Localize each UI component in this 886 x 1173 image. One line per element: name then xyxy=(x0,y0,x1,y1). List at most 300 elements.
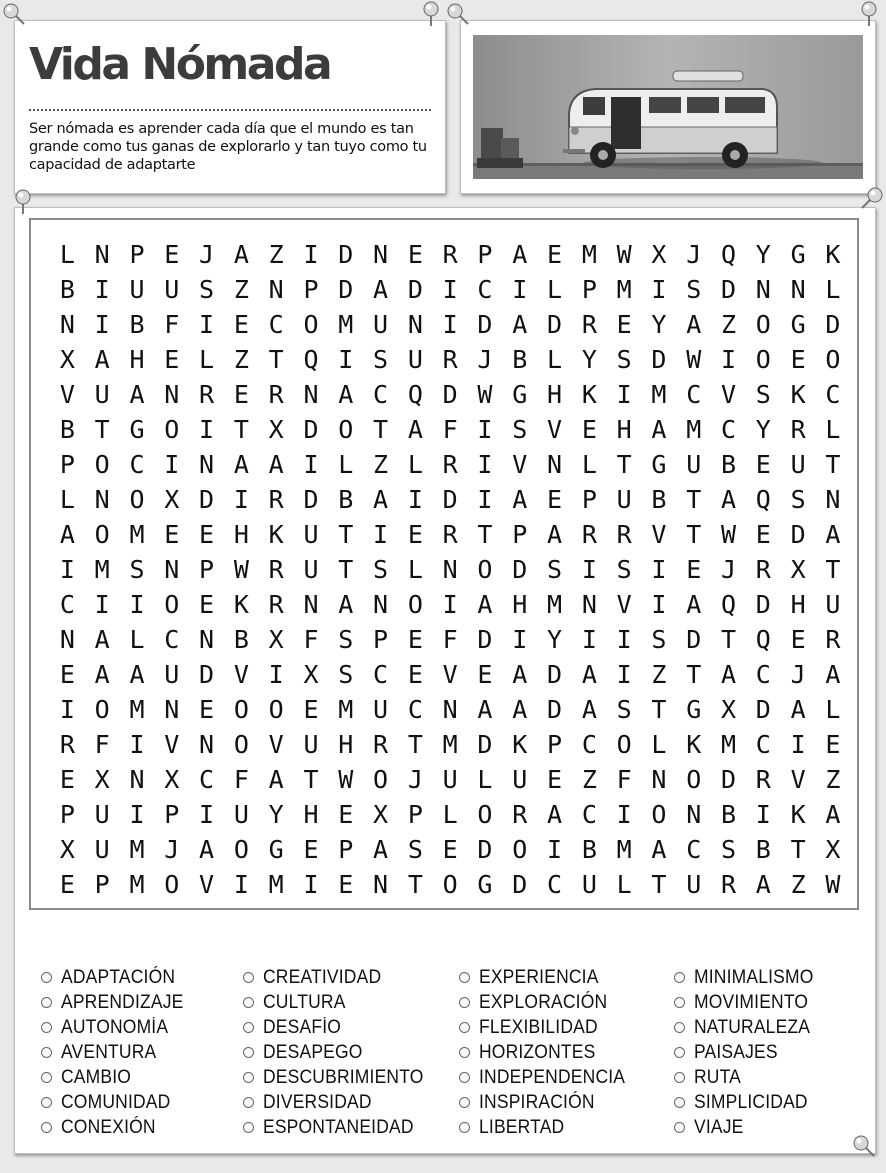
grid-letter[interactable]: L xyxy=(407,555,423,584)
grid-letter[interactable]: D xyxy=(547,695,563,724)
grid-letter[interactable]: M xyxy=(721,730,737,759)
grid-letter[interactable]: L xyxy=(199,345,215,374)
grid-letter[interactable]: N xyxy=(581,590,597,619)
grid-letter[interactable]: U xyxy=(303,730,319,759)
grid-letter[interactable]: C xyxy=(164,625,180,654)
grid-letter[interactable]: O xyxy=(94,520,110,549)
grid-letter[interactable]: T xyxy=(721,625,737,654)
grid-letter[interactable]: B xyxy=(512,345,528,374)
grid-letter[interactable]: B xyxy=(59,415,75,444)
grid-letter[interactable]: B xyxy=(651,485,667,514)
grid-letter[interactable]: W xyxy=(825,870,841,899)
grid-letter[interactable]: S xyxy=(721,835,737,864)
grid-letter[interactable]: I xyxy=(581,555,597,584)
grid-letter[interactable]: Q xyxy=(721,590,737,619)
grid-letter[interactable]: F xyxy=(233,765,249,794)
checkbox-circle-icon[interactable] xyxy=(243,1047,254,1058)
word-list-item[interactable] xyxy=(243,990,438,1015)
grid-letter[interactable]: O xyxy=(268,695,284,724)
grid-letter[interactable]: E xyxy=(59,870,75,899)
word-list-item[interactable] xyxy=(41,990,194,1015)
grid-letter[interactable]: D xyxy=(477,730,493,759)
grid-letter[interactable]: H xyxy=(547,380,563,409)
checkbox-circle-icon[interactable] xyxy=(459,1122,470,1133)
grid-letter[interactable]: D xyxy=(651,345,667,374)
grid-letter[interactable]: X xyxy=(59,835,75,864)
grid-letter[interactable]: A xyxy=(581,660,597,689)
grid-letter[interactable]: K xyxy=(825,240,841,269)
word-list-item[interactable] xyxy=(41,1065,194,1090)
grid-letter[interactable]: V xyxy=(651,520,667,549)
grid-letter[interactable]: A xyxy=(129,380,145,409)
grid-letter[interactable]: O xyxy=(94,695,110,724)
grid-letter[interactable]: J xyxy=(790,660,806,689)
checkbox-circle-icon[interactable] xyxy=(674,997,685,1008)
grid-letter[interactable]: E xyxy=(547,485,563,514)
grid-letter[interactable]: X xyxy=(790,555,806,584)
grid-letter[interactable]: S xyxy=(651,625,667,654)
grid-letter[interactable]: Y xyxy=(755,415,771,444)
grid-letter[interactable]: E xyxy=(199,520,215,549)
grid-letter[interactable]: C xyxy=(547,870,563,899)
grid-letter[interactable]: N xyxy=(686,800,702,829)
grid-letter[interactable]: H xyxy=(338,730,354,759)
grid-letter[interactable]: Z xyxy=(233,275,249,304)
grid-letter[interactable]: I xyxy=(616,660,632,689)
grid-letter[interactable]: B xyxy=(233,625,249,654)
grid-letter[interactable]: I xyxy=(164,450,180,479)
checkbox-circle-icon[interactable] xyxy=(674,1122,685,1133)
grid-letter[interactable]: I xyxy=(721,345,737,374)
grid-letter[interactable]: N xyxy=(825,485,841,514)
grid-letter[interactable]: V xyxy=(233,660,249,689)
grid-letter[interactable]: P xyxy=(477,240,493,269)
grid-letter[interactable]: D xyxy=(721,765,737,794)
grid-letter[interactable]: C xyxy=(373,660,389,689)
grid-letter[interactable]: U xyxy=(94,380,110,409)
grid-letter[interactable]: L xyxy=(338,450,354,479)
grid-letter[interactable]: D xyxy=(303,415,319,444)
grid-letter[interactable]: Y xyxy=(581,345,597,374)
grid-letter[interactable]: I xyxy=(581,625,597,654)
grid-letter[interactable]: H xyxy=(233,520,249,549)
grid-letter[interactable]: C xyxy=(755,660,771,689)
grid-letter[interactable]: I xyxy=(616,380,632,409)
grid-letter[interactable]: G xyxy=(477,870,493,899)
grid-letter[interactable]: A xyxy=(512,485,528,514)
grid-letter[interactable]: C xyxy=(581,730,597,759)
grid-letter[interactable]: D xyxy=(547,310,563,339)
checkbox-circle-icon[interactable] xyxy=(459,972,470,983)
grid-letter[interactable]: L xyxy=(651,730,667,759)
grid-letter[interactable]: F xyxy=(164,310,180,339)
grid-letter[interactable]: A xyxy=(94,345,110,374)
word-list-item[interactable] xyxy=(459,965,638,990)
grid-letter[interactable]: T xyxy=(373,415,389,444)
grid-letter[interactable]: I xyxy=(303,450,319,479)
checkbox-circle-icon[interactable] xyxy=(674,1097,685,1108)
grid-letter[interactable]: T xyxy=(233,415,249,444)
grid-letter[interactable]: A xyxy=(512,660,528,689)
grid-letter[interactable]: A xyxy=(338,380,354,409)
grid-letter[interactable]: A xyxy=(373,485,389,514)
grid-letter[interactable]: L xyxy=(825,695,841,724)
grid-letter[interactable]: U xyxy=(164,660,180,689)
grid-letter[interactable]: E xyxy=(755,450,771,479)
grid-letter[interactable]: R xyxy=(268,590,284,619)
grid-letter[interactable]: N xyxy=(199,450,215,479)
grid-letter[interactable]: M xyxy=(268,870,284,899)
word-list-item[interactable] xyxy=(41,1040,194,1065)
grid-letter[interactable]: I xyxy=(616,625,632,654)
grid-letter[interactable]: C xyxy=(129,450,145,479)
grid-letter[interactable]: T xyxy=(825,555,841,584)
word-list-item[interactable] xyxy=(243,965,438,990)
grid-letter[interactable]: A xyxy=(233,240,249,269)
grid-letter[interactable]: S xyxy=(547,555,563,584)
grid-letter[interactable]: M xyxy=(651,380,667,409)
grid-letter[interactable]: P xyxy=(94,870,110,899)
grid-letter[interactable]: S xyxy=(129,555,145,584)
grid-letter[interactable]: Y xyxy=(547,625,563,654)
checkbox-circle-icon[interactable] xyxy=(243,997,254,1008)
grid-letter[interactable]: D xyxy=(790,520,806,549)
grid-letter[interactable]: A xyxy=(547,520,563,549)
grid-letter[interactable]: I xyxy=(233,870,249,899)
grid-letter[interactable]: P xyxy=(164,800,180,829)
checkbox-circle-icon[interactable] xyxy=(41,1022,52,1033)
grid-letter[interactable]: S xyxy=(199,275,215,304)
grid-letter[interactable]: I xyxy=(59,695,75,724)
grid-letter[interactable]: K xyxy=(581,380,597,409)
grid-letter[interactable]: B xyxy=(129,310,145,339)
grid-letter[interactable]: A xyxy=(651,835,667,864)
grid-letter[interactable]: J xyxy=(199,240,215,269)
grid-letter[interactable]: N xyxy=(373,590,389,619)
grid-letter[interactable]: N xyxy=(59,310,75,339)
grid-letter[interactable]: D xyxy=(477,310,493,339)
grid-letter[interactable]: I xyxy=(442,590,458,619)
grid-letter[interactable]: C xyxy=(686,380,702,409)
grid-letter[interactable]: L xyxy=(477,765,493,794)
grid-letter[interactable]: E xyxy=(164,520,180,549)
grid-letter[interactable]: N xyxy=(164,380,180,409)
grid-letter[interactable]: E xyxy=(338,870,354,899)
grid-letter[interactable]: B xyxy=(721,450,737,479)
grid-letter[interactable]: E xyxy=(303,835,319,864)
grid-letter[interactable]: A xyxy=(825,660,841,689)
grid-letter[interactable]: K xyxy=(686,730,702,759)
grid-letter[interactable]: S xyxy=(338,660,354,689)
grid-letter[interactable]: E xyxy=(790,625,806,654)
grid-letter[interactable]: F xyxy=(616,765,632,794)
grid-letter[interactable]: A xyxy=(94,625,110,654)
grid-letter[interactable]: A xyxy=(373,835,389,864)
word-list-item[interactable] xyxy=(674,1115,824,1140)
grid-letter[interactable]: L xyxy=(825,415,841,444)
grid-letter[interactable]: N xyxy=(547,450,563,479)
grid-letter[interactable]: H xyxy=(303,800,319,829)
grid-letter[interactable]: D xyxy=(686,625,702,654)
grid-letter[interactable]: O xyxy=(477,555,493,584)
grid-letter[interactable]: W xyxy=(616,240,632,269)
grid-letter[interactable]: R xyxy=(616,520,632,549)
grid-letter[interactable]: N xyxy=(129,765,145,794)
word-list-item[interactable] xyxy=(41,1115,194,1140)
grid-letter[interactable]: J xyxy=(164,835,180,864)
grid-letter[interactable]: R xyxy=(581,310,597,339)
grid-letter[interactable]: C xyxy=(407,695,423,724)
grid-letter[interactable]: D xyxy=(512,870,528,899)
grid-letter[interactable]: W xyxy=(721,520,737,549)
grid-letter[interactable]: P xyxy=(373,625,389,654)
grid-letter[interactable]: I xyxy=(94,310,110,339)
word-list-item[interactable] xyxy=(459,1090,638,1115)
word-list-item[interactable] xyxy=(243,1015,438,1040)
grid-letter[interactable]: E xyxy=(407,520,423,549)
grid-letter[interactable]: R xyxy=(442,520,458,549)
grid-letter[interactable]: R xyxy=(755,555,771,584)
checkbox-circle-icon[interactable] xyxy=(243,1097,254,1108)
grid-letter[interactable]: G xyxy=(651,450,667,479)
grid-letter[interactable]: V xyxy=(59,380,75,409)
grid-letter[interactable]: B xyxy=(581,835,597,864)
grid-letter[interactable]: Z xyxy=(721,310,737,339)
grid-letter[interactable]: D xyxy=(755,590,771,619)
grid-letter[interactable]: I xyxy=(477,485,493,514)
grid-letter[interactable]: I xyxy=(199,800,215,829)
grid-letter[interactable]: T xyxy=(94,415,110,444)
grid-letter[interactable]: O xyxy=(477,800,493,829)
grid-letter[interactable]: Z xyxy=(581,765,597,794)
grid-letter[interactable]: D xyxy=(825,310,841,339)
grid-letter[interactable]: S xyxy=(616,695,632,724)
grid-letter[interactable]: E xyxy=(338,800,354,829)
grid-letter[interactable]: S xyxy=(616,345,632,374)
checkbox-circle-icon[interactable] xyxy=(674,1072,685,1083)
grid-letter[interactable]: T xyxy=(651,695,667,724)
checkbox-circle-icon[interactable] xyxy=(41,997,52,1008)
grid-letter[interactable]: P xyxy=(303,275,319,304)
grid-letter[interactable]: N xyxy=(373,870,389,899)
grid-letter[interactable]: M xyxy=(338,695,354,724)
grid-letter[interactable]: M xyxy=(129,870,145,899)
grid-letter[interactable]: Q xyxy=(407,380,423,409)
checkbox-circle-icon[interactable] xyxy=(243,1022,254,1033)
grid-letter[interactable]: R xyxy=(59,730,75,759)
grid-letter[interactable]: P xyxy=(129,240,145,269)
grid-letter[interactable]: L xyxy=(59,485,75,514)
grid-letter[interactable]: E xyxy=(407,660,423,689)
grid-letter[interactable]: U xyxy=(373,695,389,724)
grid-letter[interactable]: Y xyxy=(651,310,667,339)
word-list-item[interactable] xyxy=(243,1090,438,1115)
grid-letter[interactable]: M xyxy=(686,415,702,444)
grid-letter[interactable]: G xyxy=(129,415,145,444)
grid-letter[interactable]: P xyxy=(581,275,597,304)
grid-letter[interactable]: O xyxy=(338,415,354,444)
grid-letter[interactable]: R xyxy=(581,520,597,549)
grid-letter[interactable]: Y xyxy=(268,800,284,829)
grid-letter[interactable]: B xyxy=(338,485,354,514)
grid-letter[interactable]: I xyxy=(303,870,319,899)
grid-letter[interactable]: L xyxy=(129,625,145,654)
grid-letter[interactable]: J xyxy=(686,240,702,269)
grid-letter[interactable]: T xyxy=(338,555,354,584)
grid-letter[interactable]: A xyxy=(512,695,528,724)
grid-letter[interactable]: U xyxy=(303,555,319,584)
grid-letter[interactable]: A xyxy=(581,695,597,724)
grid-letter[interactable]: I xyxy=(512,275,528,304)
grid-letter[interactable]: T xyxy=(651,870,667,899)
grid-letter[interactable]: Z xyxy=(790,870,806,899)
grid-letter[interactable]: E xyxy=(616,310,632,339)
checkbox-circle-icon[interactable] xyxy=(243,1072,254,1083)
grid-letter[interactable]: I xyxy=(129,730,145,759)
grid-letter[interactable]: F xyxy=(303,625,319,654)
grid-letter[interactable]: A xyxy=(651,415,667,444)
grid-letter[interactable]: R xyxy=(790,415,806,444)
grid-letter[interactable]: A xyxy=(721,660,737,689)
grid-letter[interactable]: W xyxy=(477,380,493,409)
grid-letter[interactable]: C xyxy=(59,590,75,619)
grid-letter[interactable]: U xyxy=(94,800,110,829)
grid-letter[interactable]: D xyxy=(721,275,737,304)
grid-letter[interactable]: N xyxy=(442,555,458,584)
grid-letter[interactable]: C xyxy=(268,310,284,339)
word-list-item[interactable] xyxy=(41,965,194,990)
grid-letter[interactable]: T xyxy=(686,485,702,514)
grid-letter[interactable]: C xyxy=(686,835,702,864)
grid-letter[interactable]: J xyxy=(477,345,493,374)
grid-letter[interactable]: O xyxy=(129,485,145,514)
grid-letter[interactable]: F xyxy=(442,625,458,654)
checkbox-circle-icon[interactable] xyxy=(243,972,254,983)
checkbox-circle-icon[interactable] xyxy=(41,1122,52,1133)
grid-letter[interactable]: A xyxy=(721,485,737,514)
grid-letter[interactable]: P xyxy=(407,800,423,829)
grid-letter[interactable]: A xyxy=(129,660,145,689)
word-list-item[interactable] xyxy=(674,1090,824,1115)
checkbox-circle-icon[interactable] xyxy=(41,972,52,983)
grid-letter[interactable]: L xyxy=(547,345,563,374)
grid-letter[interactable]: V xyxy=(616,590,632,619)
checkbox-circle-icon[interactable] xyxy=(674,972,685,983)
grid-letter[interactable]: O xyxy=(233,730,249,759)
grid-letter[interactable]: R xyxy=(721,870,737,899)
grid-letter[interactable]: L xyxy=(407,450,423,479)
grid-letter[interactable]: N xyxy=(442,695,458,724)
grid-letter[interactable]: A xyxy=(477,695,493,724)
word-list-item[interactable] xyxy=(243,1065,438,1090)
grid-letter[interactable]: N xyxy=(373,240,389,269)
grid-letter[interactable]: O xyxy=(686,765,702,794)
grid-letter[interactable]: E xyxy=(547,765,563,794)
grid-letter[interactable]: U xyxy=(373,310,389,339)
grid-letter[interactable]: E xyxy=(547,240,563,269)
grid-letter[interactable]: E xyxy=(199,590,215,619)
grid-letter[interactable]: R xyxy=(442,240,458,269)
grid-letter[interactable]: D xyxy=(547,660,563,689)
grid-letter[interactable]: I xyxy=(338,345,354,374)
grid-letter[interactable]: S xyxy=(373,345,389,374)
checkbox-circle-icon[interactable] xyxy=(674,1047,685,1058)
grid-letter[interactable]: M xyxy=(94,555,110,584)
grid-letter[interactable]: A xyxy=(268,765,284,794)
grid-letter[interactable]: L xyxy=(616,870,632,899)
grid-letter[interactable]: U xyxy=(164,275,180,304)
word-list-item[interactable] xyxy=(674,1015,824,1040)
grid-letter[interactable]: E xyxy=(303,695,319,724)
grid-letter[interactable]: A xyxy=(59,520,75,549)
grid-letter[interactable]: N xyxy=(199,730,215,759)
word-list-item[interactable] xyxy=(41,1090,194,1115)
grid-letter[interactable]: E xyxy=(790,345,806,374)
grid-letter[interactable]: I xyxy=(477,450,493,479)
grid-letter[interactable]: A xyxy=(686,310,702,339)
grid-letter[interactable]: X xyxy=(268,625,284,654)
grid-letter[interactable]: I xyxy=(233,485,249,514)
grid-letter[interactable]: D xyxy=(338,275,354,304)
grid-letter[interactable]: I xyxy=(407,485,423,514)
grid-letter[interactable]: I xyxy=(755,800,771,829)
grid-letter[interactable]: K xyxy=(268,520,284,549)
grid-letter[interactable]: A xyxy=(790,695,806,724)
grid-letter[interactable]: I xyxy=(129,800,145,829)
grid-letter[interactable]: I xyxy=(373,520,389,549)
grid-letter[interactable]: M xyxy=(616,275,632,304)
grid-letter[interactable]: O xyxy=(164,870,180,899)
grid-letter[interactable]: H xyxy=(129,345,145,374)
grid-letter[interactable]: A xyxy=(825,520,841,549)
grid-letter[interactable]: E xyxy=(164,240,180,269)
grid-letter[interactable]: L xyxy=(442,800,458,829)
grid-letter[interactable]: O xyxy=(373,765,389,794)
grid-letter[interactable]: V xyxy=(164,730,180,759)
grid-letter[interactable]: Z xyxy=(825,765,841,794)
grid-letter[interactable]: S xyxy=(755,380,771,409)
grid-letter[interactable]: T xyxy=(790,835,806,864)
grid-letter[interactable]: N xyxy=(303,590,319,619)
grid-letter[interactable]: Q xyxy=(303,345,319,374)
grid-letter[interactable]: N xyxy=(407,310,423,339)
grid-letter[interactable]: U xyxy=(686,450,702,479)
grid-letter[interactable]: M xyxy=(129,520,145,549)
word-list-item[interactable] xyxy=(459,990,638,1015)
checkbox-circle-icon[interactable] xyxy=(459,1047,470,1058)
grid-letter[interactable]: T xyxy=(303,765,319,794)
grid-letter[interactable]: M xyxy=(581,240,597,269)
grid-letter[interactable]: A xyxy=(268,450,284,479)
grid-letter[interactable]: H xyxy=(512,590,528,619)
checkbox-circle-icon[interactable] xyxy=(41,1047,52,1058)
grid-letter[interactable]: A xyxy=(825,800,841,829)
grid-letter[interactable]: A xyxy=(94,660,110,689)
grid-letter[interactable]: R xyxy=(373,730,389,759)
grid-letter[interactable]: N xyxy=(59,625,75,654)
grid-letter[interactable]: U xyxy=(790,450,806,479)
grid-letter[interactable]: T xyxy=(686,660,702,689)
grid-letter[interactable]: I xyxy=(94,590,110,619)
grid-letter[interactable]: Q xyxy=(755,625,771,654)
grid-letter[interactable]: C xyxy=(477,275,493,304)
grid-letter[interactable]: R xyxy=(825,625,841,654)
grid-letter[interactable]: O xyxy=(825,345,841,374)
grid-letter[interactable]: I xyxy=(790,730,806,759)
grid-letter[interactable]: O xyxy=(303,310,319,339)
grid-letter[interactable]: E xyxy=(686,555,702,584)
checkbox-circle-icon[interactable] xyxy=(459,997,470,1008)
